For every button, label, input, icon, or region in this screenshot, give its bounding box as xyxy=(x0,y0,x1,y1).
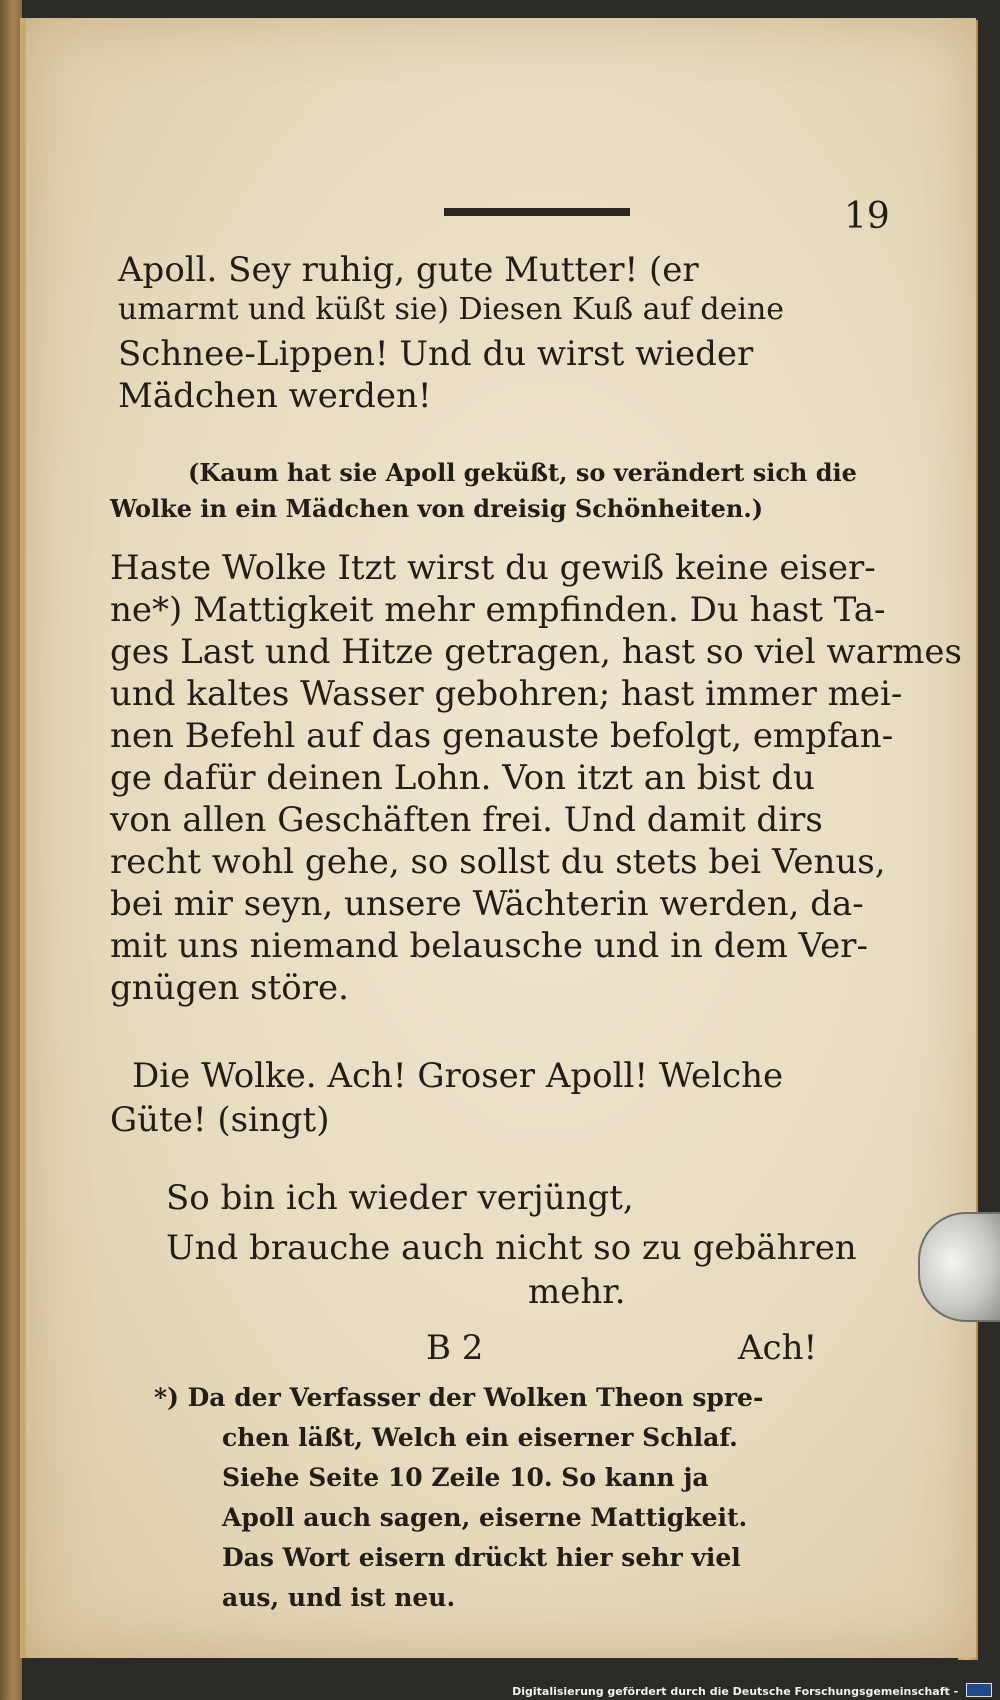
footnote-line-1: *) Da der Verfasser der Wolken Theon spre- xyxy=(154,1383,764,1412)
speech-apoll-2-line-5: nen Befehl auf das genauste befolgt, empfan- xyxy=(110,716,894,756)
speech-wolke-line-1: Die Wolke. Ach! Groser Apoll! Welche xyxy=(132,1056,784,1096)
speech-apoll-1-line-2: umarmt und küßt sie) Diesen Kuß auf deine xyxy=(118,292,785,327)
signature-mark: B 2 xyxy=(426,1328,484,1368)
footnote-line-3: Siehe Seite 10 Zeile 10. So kann ja xyxy=(222,1463,709,1492)
footnote-line-5: Das Wort eisern drückt hier sehr viel xyxy=(222,1543,741,1572)
speech-apoll-2-line-3: ges Last und Hitze getragen, hast so viel warmes xyxy=(110,632,962,672)
speech-apoll-2-line-1: Haste Wolke Itzt wirst du gewiß keine eiser- xyxy=(110,548,876,588)
speech-apoll-1-line-3: Schnee-Lippen! Und du wirst wieder xyxy=(118,334,754,374)
header-rule xyxy=(444,208,630,216)
page-clip xyxy=(918,1212,1000,1322)
song-line-3: mehr. xyxy=(528,1272,626,1312)
book-page xyxy=(20,18,976,1658)
book-spine xyxy=(0,0,22,1700)
speech-apoll-2-line-4: und kaltes Wasser gebohren; hast immer mei- xyxy=(110,674,903,714)
stage-direction-line-1: (Kaum hat sie Apoll geküßt, so verändert sich die xyxy=(188,458,857,487)
dfg-credit-text: Digitalisierung gefördert durch die Deutsche Forschungsgemeinschaft - xyxy=(512,1685,959,1698)
song-line-2: Und brauche auch nicht so zu gebähren xyxy=(166,1228,857,1268)
dfg-logo xyxy=(966,1683,992,1697)
footnote-line-2: chen läßt, Welch ein eiserner Schlaf. xyxy=(222,1423,738,1452)
catchword: Ach! xyxy=(738,1328,818,1368)
speech-apoll-2-line-7: von allen Geschäften frei. Und damit dirs xyxy=(110,800,823,840)
footnote-line-6: aus, und ist neu. xyxy=(222,1583,456,1612)
speech-apoll-1-line-4: Mädchen werden! xyxy=(118,376,432,416)
speech-wolke-line-2: Güte! (singt) xyxy=(110,1100,330,1140)
stage-direction-line-2: Wolke in ein Mädchen von dreisig Schönheiten.) xyxy=(110,494,764,523)
speech-apoll-2-line-2: ne*) Mattigkeit mehr empfinden. Du hast Ta- xyxy=(110,590,886,630)
speech-apoll-2-line-11: gnügen störe. xyxy=(110,968,349,1008)
footnote-line-4: Apoll auch sagen, eiserne Mattigkeit. xyxy=(222,1503,748,1532)
speech-apoll-2-line-6: ge dafür deinen Lohn. Von itzt an bist du xyxy=(110,758,815,798)
speech-apoll-1-line-1: Apoll. Sey ruhig, gute Mutter! (er xyxy=(118,250,699,290)
speech-apoll-2-line-9: bei mir seyn, unsere Wächterin werden, da- xyxy=(110,884,864,924)
dfg-credit xyxy=(512,1683,992,1698)
speech-apoll-2-line-8: recht wohl gehe, so sollst du stets bei Venus, xyxy=(110,842,886,882)
page-number: 19 xyxy=(844,196,890,237)
song-line-1: So bin ich wieder verjüngt, xyxy=(166,1178,634,1218)
speech-apoll-2-line-10: mit uns niemand belausche und in dem Ver- xyxy=(110,926,868,966)
